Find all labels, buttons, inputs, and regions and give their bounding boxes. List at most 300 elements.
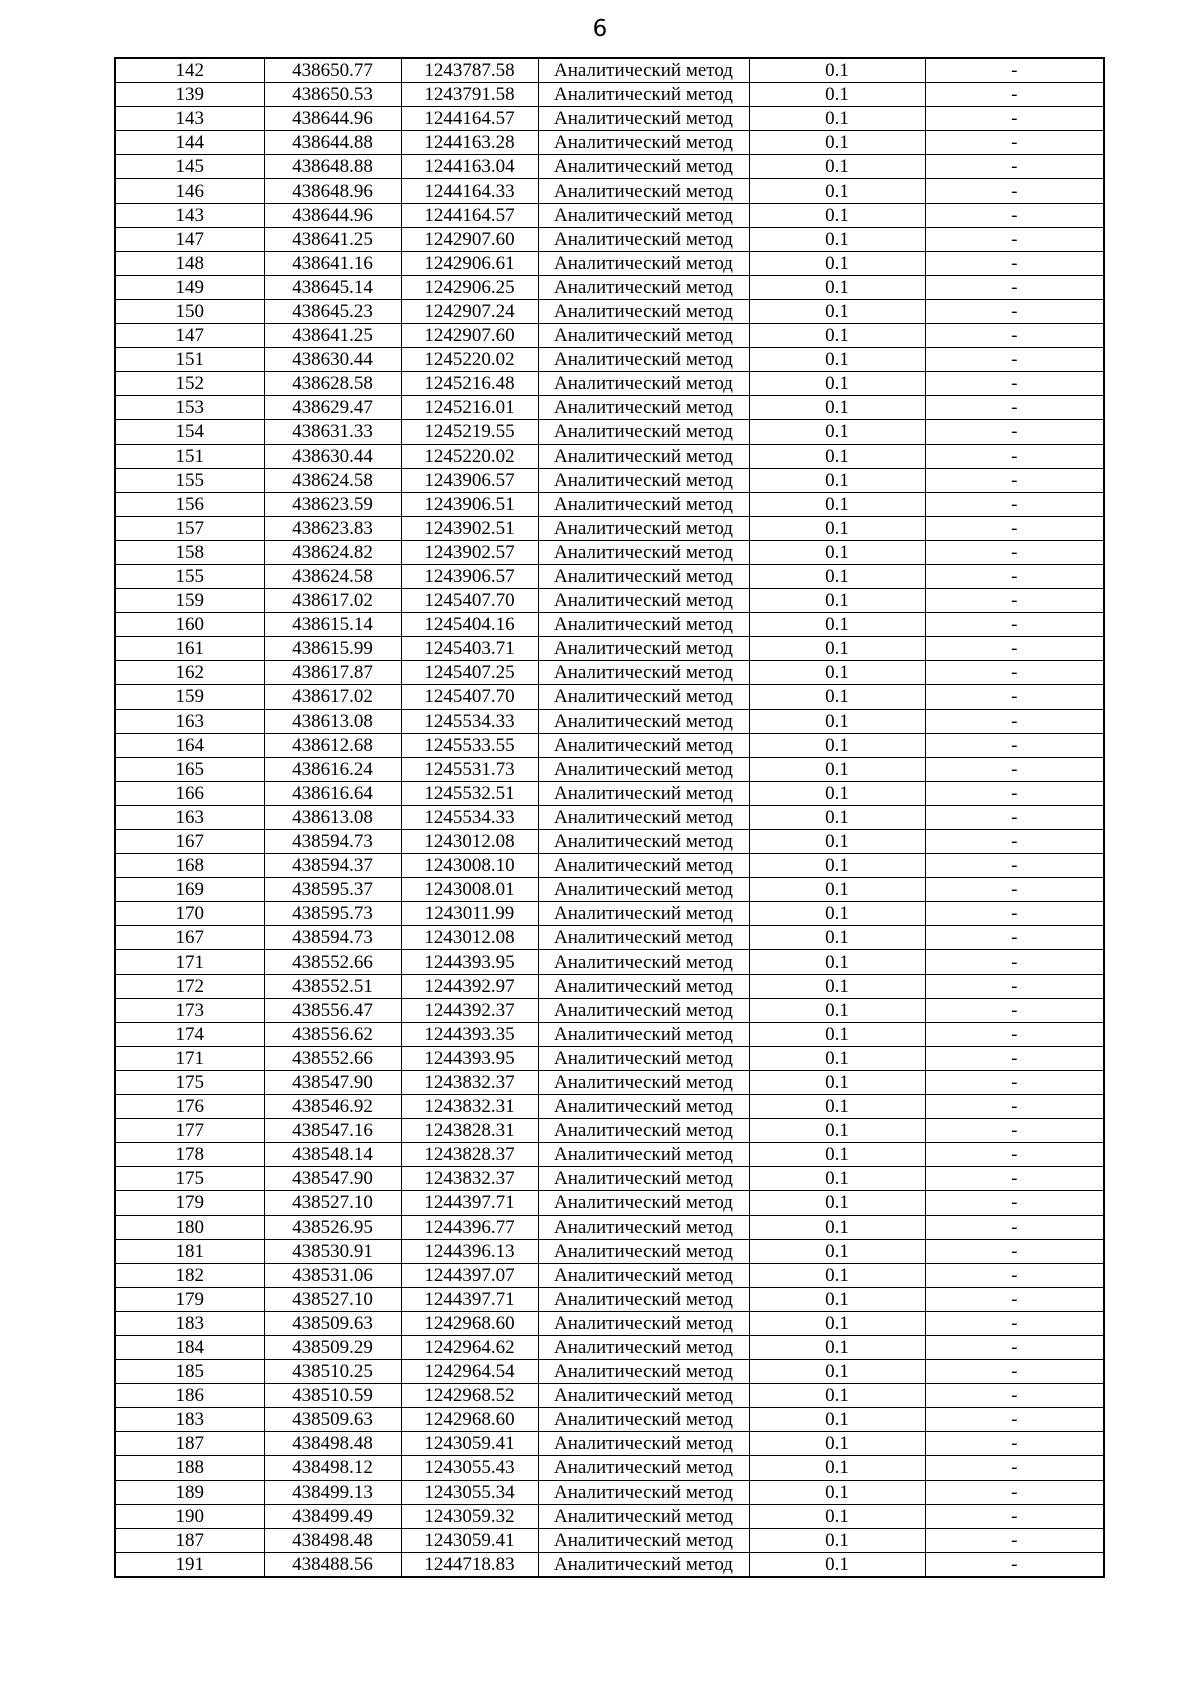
point-number-cell: 177 <box>115 1119 264 1143</box>
x-coordinate-cell: 438509.63 <box>264 1408 401 1432</box>
extra-cell: - <box>925 757 1104 781</box>
x-coordinate-cell: 438547.90 <box>264 1167 401 1191</box>
accuracy-cell: 0.1 <box>749 1360 925 1384</box>
point-number-cell: 186 <box>115 1384 264 1408</box>
extra-cell: - <box>925 251 1104 275</box>
point-number-cell: 174 <box>115 1022 264 1046</box>
point-number-cell: 139 <box>115 83 264 107</box>
extra-cell: - <box>925 1335 1104 1359</box>
extra-cell: - <box>925 1022 1104 1046</box>
accuracy-cell: 0.1 <box>749 468 925 492</box>
x-coordinate-cell: 438641.16 <box>264 251 401 275</box>
point-number-cell: 171 <box>115 950 264 974</box>
table-row <box>115 661 1104 685</box>
y-coordinate-cell: 1243012.08 <box>401 830 538 854</box>
x-coordinate-cell: 438552.66 <box>264 1046 401 1070</box>
method-cell: Аналитический метод <box>538 299 749 323</box>
x-coordinate-cell: 438546.92 <box>264 1095 401 1119</box>
accuracy-cell: 0.1 <box>749 1070 925 1094</box>
method-cell: Аналитический метод <box>538 1480 749 1504</box>
y-coordinate-cell: 1242968.60 <box>401 1311 538 1335</box>
extra-cell: - <box>925 733 1104 757</box>
point-number-cell: 159 <box>115 589 264 613</box>
extra-cell: - <box>925 613 1104 637</box>
point-number-cell: 167 <box>115 926 264 950</box>
y-coordinate-cell: 1243059.41 <box>401 1432 538 1456</box>
point-number-cell: 167 <box>115 830 264 854</box>
table-row <box>115 275 1104 299</box>
x-coordinate-cell: 438498.12 <box>264 1456 401 1480</box>
y-coordinate-cell: 1245407.70 <box>401 589 538 613</box>
x-coordinate-cell: 438594.73 <box>264 926 401 950</box>
method-cell: Аналитический метод <box>538 275 749 299</box>
table-row <box>115 1311 1104 1335</box>
table-row <box>115 637 1104 661</box>
y-coordinate-cell: 1244397.71 <box>401 1287 538 1311</box>
extra-cell: - <box>925 348 1104 372</box>
table-row <box>115 131 1104 155</box>
method-cell: Аналитический метод <box>538 950 749 974</box>
accuracy-cell: 0.1 <box>749 1552 925 1577</box>
point-number-cell: 187 <box>115 1528 264 1552</box>
method-cell: Аналитический метод <box>538 540 749 564</box>
accuracy-cell: 0.1 <box>749 1046 925 1070</box>
extra-cell: - <box>925 1191 1104 1215</box>
table-row <box>115 251 1104 275</box>
x-coordinate-cell: 438498.48 <box>264 1528 401 1552</box>
y-coordinate-cell: 1243055.43 <box>401 1456 538 1480</box>
x-coordinate-cell: 438624.58 <box>264 468 401 492</box>
table-row <box>115 709 1104 733</box>
accuracy-cell: 0.1 <box>749 830 925 854</box>
accuracy-cell: 0.1 <box>749 661 925 685</box>
x-coordinate-cell: 438613.08 <box>264 709 401 733</box>
table-row <box>115 324 1104 348</box>
accuracy-cell: 0.1 <box>749 372 925 396</box>
extra-cell: - <box>925 1504 1104 1528</box>
x-coordinate-cell: 438617.02 <box>264 685 401 709</box>
x-coordinate-cell: 438616.24 <box>264 757 401 781</box>
point-number-cell: 169 <box>115 878 264 902</box>
y-coordinate-cell: 1243832.37 <box>401 1070 538 1094</box>
table-row <box>115 1408 1104 1432</box>
extra-cell: - <box>925 1408 1104 1432</box>
method-cell: Аналитический метод <box>538 902 749 926</box>
extra-cell: - <box>925 1287 1104 1311</box>
table-row <box>115 1167 1104 1191</box>
method-cell: Аналитический метод <box>538 878 749 902</box>
extra-cell: - <box>925 1215 1104 1239</box>
extra-cell: - <box>925 1239 1104 1263</box>
table-row <box>115 1022 1104 1046</box>
table-row <box>115 998 1104 1022</box>
y-coordinate-cell: 1242907.24 <box>401 299 538 323</box>
table-row <box>115 58 1104 83</box>
accuracy-cell: 0.1 <box>749 805 925 829</box>
y-coordinate-cell: 1243832.31 <box>401 1095 538 1119</box>
method-cell: Аналитический метод <box>538 781 749 805</box>
method-cell: Аналитический метод <box>538 516 749 540</box>
method-cell: Аналитический метод <box>538 757 749 781</box>
extra-cell: - <box>925 275 1104 299</box>
x-coordinate-cell: 438527.10 <box>264 1287 401 1311</box>
x-coordinate-cell: 438644.96 <box>264 107 401 131</box>
x-coordinate-cell: 438615.14 <box>264 613 401 637</box>
x-coordinate-cell: 438556.47 <box>264 998 401 1022</box>
accuracy-cell: 0.1 <box>749 1215 925 1239</box>
y-coordinate-cell: 1245403.71 <box>401 637 538 661</box>
y-coordinate-cell: 1243011.99 <box>401 902 538 926</box>
accuracy-cell: 0.1 <box>749 1480 925 1504</box>
point-number-cell: 183 <box>115 1408 264 1432</box>
x-coordinate-cell: 438623.83 <box>264 516 401 540</box>
x-coordinate-cell: 438547.16 <box>264 1119 401 1143</box>
point-number-cell: 163 <box>115 805 264 829</box>
coordinates-table-body <box>115 58 1104 1577</box>
method-cell: Аналитический метод <box>538 1552 749 1577</box>
y-coordinate-cell: 1245220.02 <box>401 348 538 372</box>
extra-cell: - <box>925 1263 1104 1287</box>
x-coordinate-cell: 438510.59 <box>264 1384 401 1408</box>
extra-cell: - <box>925 227 1104 251</box>
method-cell: Аналитический метод <box>538 372 749 396</box>
extra-cell: - <box>925 974 1104 998</box>
y-coordinate-cell: 1245533.55 <box>401 733 538 757</box>
accuracy-cell: 0.1 <box>749 1335 925 1359</box>
y-coordinate-cell: 1243906.51 <box>401 492 538 516</box>
table-row <box>115 468 1104 492</box>
y-coordinate-cell: 1243059.41 <box>401 1528 538 1552</box>
method-cell: Аналитический метод <box>538 251 749 275</box>
point-number-cell: 158 <box>115 540 264 564</box>
point-number-cell: 178 <box>115 1143 264 1167</box>
x-coordinate-cell: 438645.23 <box>264 299 401 323</box>
table-row <box>115 1287 1104 1311</box>
method-cell: Аналитический метод <box>538 107 749 131</box>
accuracy-cell: 0.1 <box>749 685 925 709</box>
y-coordinate-cell: 1242907.60 <box>401 227 538 251</box>
y-coordinate-cell: 1245534.33 <box>401 709 538 733</box>
x-coordinate-cell: 438498.48 <box>264 1432 401 1456</box>
x-coordinate-cell: 438594.73 <box>264 830 401 854</box>
method-cell: Аналитический метод <box>538 420 749 444</box>
method-cell: Аналитический метод <box>538 83 749 107</box>
point-number-cell: 147 <box>115 324 264 348</box>
table-row <box>115 179 1104 203</box>
y-coordinate-cell: 1244163.28 <box>401 131 538 155</box>
extra-cell: - <box>925 444 1104 468</box>
table-row <box>115 1552 1104 1577</box>
method-cell: Аналитический метод <box>538 1191 749 1215</box>
extra-cell: - <box>925 299 1104 323</box>
extra-cell: - <box>925 372 1104 396</box>
y-coordinate-cell: 1243787.58 <box>401 58 538 83</box>
method-cell: Аналитический метод <box>538 1384 749 1408</box>
extra-cell: - <box>925 998 1104 1022</box>
point-number-cell: 166 <box>115 781 264 805</box>
x-coordinate-cell: 438617.02 <box>264 589 401 613</box>
extra-cell: - <box>925 1432 1104 1456</box>
accuracy-cell: 0.1 <box>749 203 925 227</box>
point-number-cell: 188 <box>115 1456 264 1480</box>
y-coordinate-cell: 1242968.52 <box>401 1384 538 1408</box>
accuracy-cell: 0.1 <box>749 709 925 733</box>
point-number-cell: 149 <box>115 275 264 299</box>
table-row <box>115 1095 1104 1119</box>
y-coordinate-cell: 1245404.16 <box>401 613 538 637</box>
x-coordinate-cell: 438595.37 <box>264 878 401 902</box>
extra-cell: - <box>925 854 1104 878</box>
y-coordinate-cell: 1243828.37 <box>401 1143 538 1167</box>
method-cell: Аналитический метод <box>538 974 749 998</box>
extra-cell: - <box>925 685 1104 709</box>
method-cell: Аналитический метод <box>538 1119 749 1143</box>
accuracy-cell: 0.1 <box>749 179 925 203</box>
y-coordinate-cell: 1243055.34 <box>401 1480 538 1504</box>
point-number-cell: 159 <box>115 685 264 709</box>
method-cell: Аналитический метод <box>538 733 749 757</box>
y-coordinate-cell: 1244164.57 <box>401 203 538 227</box>
point-number-cell: 175 <box>115 1070 264 1094</box>
y-coordinate-cell: 1244718.83 <box>401 1552 538 1577</box>
extra-cell: - <box>925 830 1104 854</box>
point-number-cell: 145 <box>115 155 264 179</box>
point-number-cell: 163 <box>115 709 264 733</box>
x-coordinate-cell: 438624.58 <box>264 564 401 588</box>
y-coordinate-cell: 1244396.13 <box>401 1239 538 1263</box>
y-coordinate-cell: 1243059.32 <box>401 1504 538 1528</box>
method-cell: Аналитический метод <box>538 1432 749 1456</box>
y-coordinate-cell: 1242964.54 <box>401 1360 538 1384</box>
table-row <box>115 227 1104 251</box>
table-row <box>115 589 1104 613</box>
extra-cell: - <box>925 950 1104 974</box>
extra-cell: - <box>925 324 1104 348</box>
x-coordinate-cell: 438499.49 <box>264 1504 401 1528</box>
x-coordinate-cell: 438595.73 <box>264 902 401 926</box>
x-coordinate-cell: 438645.14 <box>264 275 401 299</box>
x-coordinate-cell: 438631.33 <box>264 420 401 444</box>
method-cell: Аналитический метод <box>538 492 749 516</box>
accuracy-cell: 0.1 <box>749 348 925 372</box>
point-number-cell: 155 <box>115 564 264 588</box>
accuracy-cell: 0.1 <box>749 227 925 251</box>
method-cell: Аналитический метод <box>538 1143 749 1167</box>
point-number-cell: 190 <box>115 1504 264 1528</box>
point-number-cell: 156 <box>115 492 264 516</box>
extra-cell: - <box>925 1360 1104 1384</box>
x-coordinate-cell: 438612.68 <box>264 733 401 757</box>
y-coordinate-cell: 1243008.01 <box>401 878 538 902</box>
accuracy-cell: 0.1 <box>749 324 925 348</box>
y-coordinate-cell: 1245216.48 <box>401 372 538 396</box>
method-cell: Аналитический метод <box>538 1311 749 1335</box>
extra-cell: - <box>925 1167 1104 1191</box>
y-coordinate-cell: 1245534.33 <box>401 805 538 829</box>
x-coordinate-cell: 438644.96 <box>264 203 401 227</box>
point-number-cell: 161 <box>115 637 264 661</box>
table-row <box>115 685 1104 709</box>
point-number-cell: 187 <box>115 1432 264 1456</box>
y-coordinate-cell: 1244392.97 <box>401 974 538 998</box>
point-number-cell: 152 <box>115 372 264 396</box>
x-coordinate-cell: 438556.62 <box>264 1022 401 1046</box>
y-coordinate-cell: 1242906.61 <box>401 251 538 275</box>
y-coordinate-cell: 1245407.25 <box>401 661 538 685</box>
method-cell: Аналитический метод <box>538 324 749 348</box>
accuracy-cell: 0.1 <box>749 950 925 974</box>
point-number-cell: 143 <box>115 203 264 227</box>
point-number-cell: 179 <box>115 1191 264 1215</box>
x-coordinate-cell: 438648.88 <box>264 155 401 179</box>
method-cell: Аналитический метод <box>538 1360 749 1384</box>
x-coordinate-cell: 438644.88 <box>264 131 401 155</box>
extra-cell: - <box>925 805 1104 829</box>
y-coordinate-cell: 1245216.01 <box>401 396 538 420</box>
extra-cell: - <box>925 1552 1104 1577</box>
extra-cell: - <box>925 131 1104 155</box>
extra-cell: - <box>925 58 1104 83</box>
table-row <box>115 1143 1104 1167</box>
extra-cell: - <box>925 564 1104 588</box>
x-coordinate-cell: 438641.25 <box>264 227 401 251</box>
table-row <box>115 1215 1104 1239</box>
method-cell: Аналитический метод <box>538 1408 749 1432</box>
y-coordinate-cell: 1242968.60 <box>401 1408 538 1432</box>
extra-cell: - <box>925 902 1104 926</box>
accuracy-cell: 0.1 <box>749 1432 925 1456</box>
table-row <box>115 1504 1104 1528</box>
table-row <box>115 1191 1104 1215</box>
point-number-cell: 172 <box>115 974 264 998</box>
extra-cell: - <box>925 878 1104 902</box>
table-row <box>115 155 1104 179</box>
method-cell: Аналитический метод <box>538 685 749 709</box>
point-number-cell: 144 <box>115 131 264 155</box>
table-row <box>115 420 1104 444</box>
accuracy-cell: 0.1 <box>749 275 925 299</box>
accuracy-cell: 0.1 <box>749 564 925 588</box>
accuracy-cell: 0.1 <box>749 902 925 926</box>
point-number-cell: 179 <box>115 1287 264 1311</box>
extra-cell: - <box>925 1046 1104 1070</box>
accuracy-cell: 0.1 <box>749 131 925 155</box>
method-cell: Аналитический метод <box>538 613 749 637</box>
point-number-cell: 191 <box>115 1552 264 1577</box>
accuracy-cell: 0.1 <box>749 396 925 420</box>
y-coordinate-cell: 1245531.73 <box>401 757 538 781</box>
method-cell: Аналитический метод <box>538 1335 749 1359</box>
point-number-cell: 176 <box>115 1095 264 1119</box>
y-coordinate-cell: 1244392.37 <box>401 998 538 1022</box>
point-number-cell: 175 <box>115 1167 264 1191</box>
y-coordinate-cell: 1244397.07 <box>401 1263 538 1287</box>
x-coordinate-cell: 438552.66 <box>264 950 401 974</box>
method-cell: Аналитический метод <box>538 998 749 1022</box>
accuracy-cell: 0.1 <box>749 1263 925 1287</box>
point-number-cell: 173 <box>115 998 264 1022</box>
y-coordinate-cell: 1244397.71 <box>401 1191 538 1215</box>
x-coordinate-cell: 438616.64 <box>264 781 401 805</box>
accuracy-cell: 0.1 <box>749 1456 925 1480</box>
x-coordinate-cell: 438623.59 <box>264 492 401 516</box>
method-cell: Аналитический метод <box>538 1456 749 1480</box>
method-cell: Аналитический метод <box>538 1239 749 1263</box>
method-cell: Аналитический метод <box>538 1046 749 1070</box>
extra-cell: - <box>925 1384 1104 1408</box>
extra-cell: - <box>925 155 1104 179</box>
x-coordinate-cell: 438613.08 <box>264 805 401 829</box>
accuracy-cell: 0.1 <box>749 1239 925 1263</box>
accuracy-cell: 0.1 <box>749 1287 925 1311</box>
x-coordinate-cell: 438615.99 <box>264 637 401 661</box>
x-coordinate-cell: 438531.06 <box>264 1263 401 1287</box>
accuracy-cell: 0.1 <box>749 1408 925 1432</box>
table-row <box>115 926 1104 950</box>
table-row <box>115 805 1104 829</box>
point-number-cell: 143 <box>115 107 264 131</box>
table-row <box>115 974 1104 998</box>
point-number-cell: 162 <box>115 661 264 685</box>
table-row <box>115 1119 1104 1143</box>
accuracy-cell: 0.1 <box>749 107 925 131</box>
extra-cell: - <box>925 420 1104 444</box>
point-number-cell: 182 <box>115 1263 264 1287</box>
accuracy-cell: 0.1 <box>749 58 925 83</box>
extra-cell: - <box>925 492 1104 516</box>
method-cell: Аналитический метод <box>538 589 749 613</box>
accuracy-cell: 0.1 <box>749 854 925 878</box>
x-coordinate-cell: 438509.29 <box>264 1335 401 1359</box>
x-coordinate-cell: 438499.13 <box>264 1480 401 1504</box>
extra-cell: - <box>925 1119 1104 1143</box>
accuracy-cell: 0.1 <box>749 299 925 323</box>
x-coordinate-cell: 438630.44 <box>264 348 401 372</box>
point-number-cell: 171 <box>115 1046 264 1070</box>
point-number-cell: 151 <box>115 348 264 372</box>
table-row <box>115 540 1104 564</box>
y-coordinate-cell: 1244164.57 <box>401 107 538 131</box>
method-cell: Аналитический метод <box>538 131 749 155</box>
x-coordinate-cell: 438629.47 <box>264 396 401 420</box>
method-cell: Аналитический метод <box>538 468 749 492</box>
method-cell: Аналитический метод <box>538 1504 749 1528</box>
point-number-cell: 170 <box>115 902 264 926</box>
point-number-cell: 165 <box>115 757 264 781</box>
point-number-cell: 185 <box>115 1360 264 1384</box>
extra-cell: - <box>925 107 1104 131</box>
extra-cell: - <box>925 1528 1104 1552</box>
table-row <box>115 1480 1104 1504</box>
table-row <box>115 516 1104 540</box>
accuracy-cell: 0.1 <box>749 878 925 902</box>
method-cell: Аналитический метод <box>538 203 749 227</box>
table-row <box>115 1360 1104 1384</box>
accuracy-cell: 0.1 <box>749 1022 925 1046</box>
accuracy-cell: 0.1 <box>749 83 925 107</box>
table-row <box>115 348 1104 372</box>
extra-cell: - <box>925 396 1104 420</box>
x-coordinate-cell: 438594.37 <box>264 854 401 878</box>
extra-cell: - <box>925 516 1104 540</box>
y-coordinate-cell: 1243902.51 <box>401 516 538 540</box>
point-number-cell: 184 <box>115 1335 264 1359</box>
extra-cell: - <box>925 709 1104 733</box>
y-coordinate-cell: 1243832.37 <box>401 1167 538 1191</box>
method-cell: Аналитический метод <box>538 155 749 179</box>
accuracy-cell: 0.1 <box>749 1095 925 1119</box>
x-coordinate-cell: 438650.77 <box>264 58 401 83</box>
